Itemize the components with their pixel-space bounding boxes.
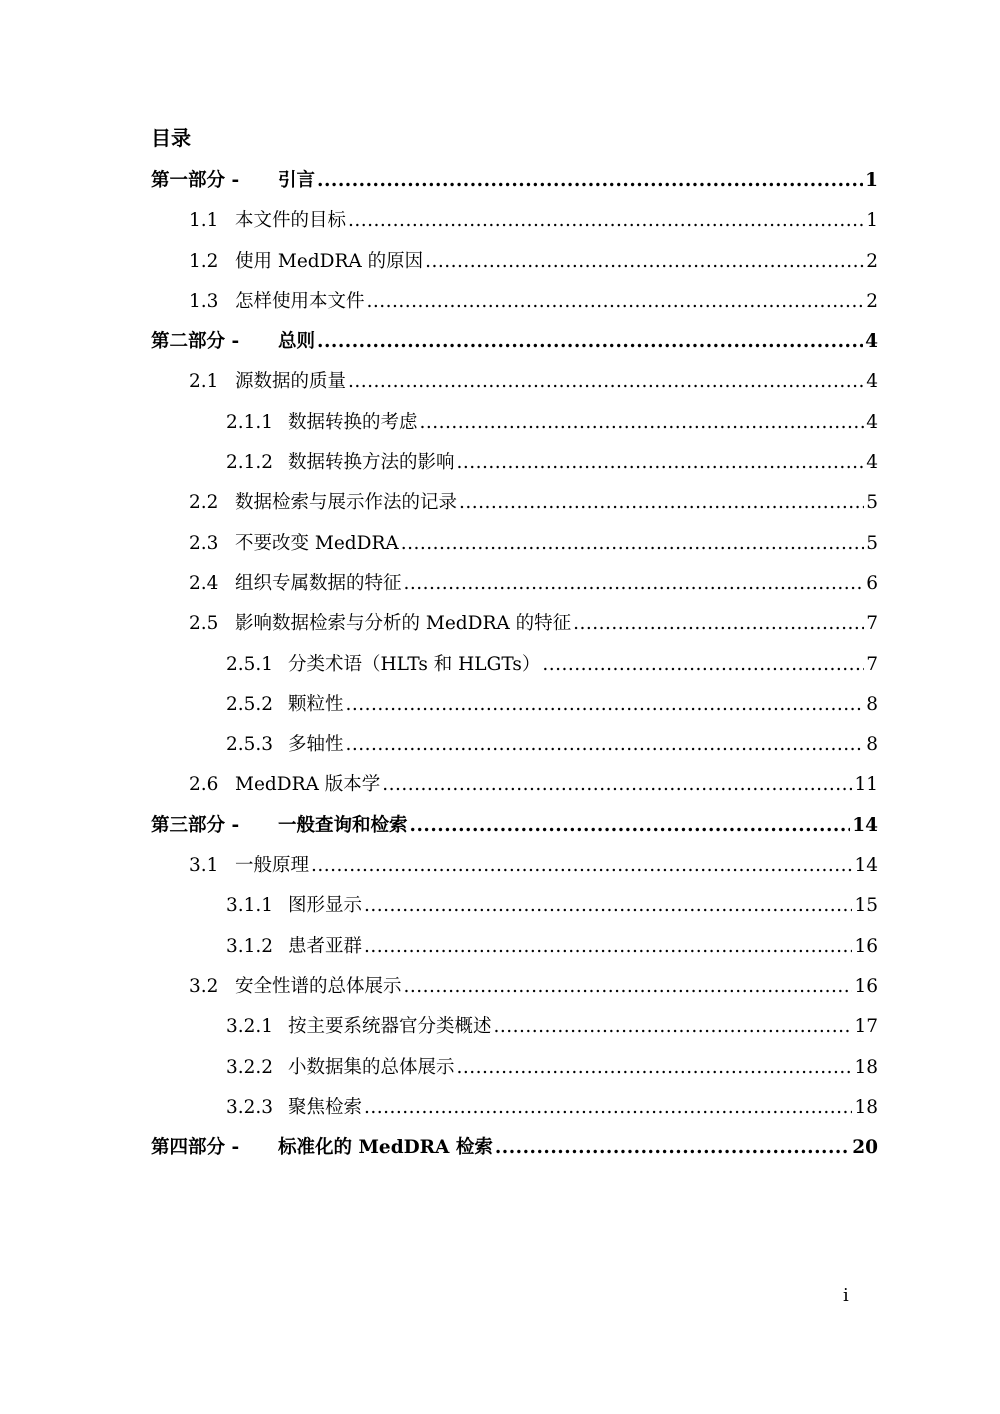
toc-entry[interactable] [151, 645, 878, 685]
toc-entry-title: 小数据集的总体展示 [288, 1056, 455, 1078]
toc-entry[interactable] [151, 685, 878, 725]
toc-dot-leader [495, 1128, 850, 1168]
toc-dot-leader [420, 403, 865, 443]
toc-entry[interactable] [151, 927, 878, 967]
toc-entry[interactable] [151, 322, 878, 362]
toc-entry-title: 图形显示 [288, 895, 363, 917]
toc-entry-page: 1 [866, 210, 878, 232]
toc-entry-page: 18 [854, 1056, 878, 1078]
toc-entry-number: 2.5.3 [226, 734, 274, 756]
toc-entry[interactable] [151, 1007, 878, 1047]
toc-entry-number: 第一部分 - [151, 170, 240, 191]
toc-entry-page: 20 [852, 1137, 878, 1159]
toc-entry-number: 第二部分 - [151, 331, 240, 353]
toc-dot-leader [367, 282, 865, 322]
toc-entry-number: 3.1.2 [226, 935, 274, 957]
toc-dot-leader [494, 1007, 853, 1047]
toc-entry-page: 4 [865, 331, 878, 353]
toc-entry-title: 影响数据检索与分析的 MedDRA 的特征 [235, 613, 572, 635]
toc-entry[interactable] [151, 564, 878, 604]
toc-entry-title: 标准化的 MedDRA 检索 [278, 1137, 493, 1159]
toc-entry-title: 一般原理 [235, 855, 310, 877]
toc-entry-number: 3.2 [189, 975, 219, 997]
toc-entry-number: 2.2 [189, 492, 219, 514]
toc-dot-leader [346, 725, 865, 765]
toc-entry[interactable] [151, 806, 878, 846]
toc-dot-leader [401, 524, 864, 564]
toc-entry-title: 数据检索与展示作法的记录 [235, 492, 458, 514]
toc-entry-number: 3.2.1 [226, 1016, 274, 1038]
toc-entry-page: 5 [866, 492, 878, 514]
toc-entry-page: 7 [866, 613, 878, 635]
toc-entry-page: 17 [854, 1016, 878, 1038]
toc-entry-number: 2.1.1 [226, 411, 274, 433]
toc-entry-page: 4 [866, 371, 878, 393]
toc-entry-number: 3.1 [189, 855, 219, 877]
toc-entry-page: 16 [854, 975, 878, 997]
toc-entry-title: 数据转换方法的影响 [288, 452, 455, 474]
toc-entry-title: 安全性谱的总体展示 [235, 975, 402, 997]
toc-entry[interactable] [151, 886, 878, 926]
toc-entry-number: 第三部分 - [151, 814, 240, 836]
toc-entry-page: 4 [866, 452, 878, 474]
toc-entry-number: 3.2.2 [226, 1056, 274, 1078]
toc-entry-page: 8 [866, 693, 878, 715]
toc-dot-leader [311, 846, 852, 886]
toc-entry[interactable] [151, 1128, 878, 1168]
toc-entry[interactable] [151, 524, 878, 564]
toc-dot-leader [317, 161, 863, 201]
toc-entry-page: 15 [854, 895, 878, 917]
toc-entry-page: 7 [866, 653, 878, 675]
toc-entry-page: 2 [866, 250, 878, 272]
toc-entry-number: 2.5.2 [226, 693, 274, 715]
toc-dot-leader [410, 806, 851, 846]
toc-entry-page: 11 [854, 774, 878, 796]
toc-entry-number: 1.3 [189, 290, 219, 312]
toc-entry-number: 2.4 [189, 572, 219, 594]
toc-entry-number: 2.5 [189, 613, 219, 635]
toc-dot-leader [457, 1048, 853, 1088]
toc-entry-page: 14 [854, 855, 878, 877]
toc-entry-page: 1 [865, 170, 878, 191]
toc-dot-leader [346, 685, 865, 725]
toc-entry[interactable] [151, 967, 878, 1007]
toc-entry-title: 总则 [278, 331, 316, 353]
toc-entry-title: 引言 [278, 170, 316, 191]
toc-entry-number: 1.2 [189, 250, 219, 272]
toc-entry[interactable] [151, 846, 878, 886]
table-of-contents [151, 161, 878, 1168]
toc-entry-number: 2.1.2 [226, 452, 274, 474]
toc-entry-number: 1.1 [189, 210, 219, 232]
toc-entry[interactable] [151, 443, 878, 483]
toc-dot-leader [348, 362, 864, 402]
toc-entry-page: 14 [852, 814, 878, 836]
toc-entry-title: 患者亚群 [288, 935, 363, 957]
toc-entry-page: 2 [866, 290, 878, 312]
toc-entry[interactable] [151, 765, 878, 805]
toc-entry[interactable] [151, 483, 878, 523]
toc-entry-title: 组织专属数据的特征 [235, 572, 402, 594]
toc-entry-number: 第四部分 - [151, 1137, 240, 1159]
toc-entry-title: 数据转换的考虑 [288, 411, 418, 433]
toc-entry-page: 8 [866, 734, 878, 756]
toc-entry-title: 多轴性 [288, 734, 344, 756]
toc-entry[interactable] [151, 1048, 878, 1088]
toc-entry-title: MedDRA 版本学 [235, 774, 381, 796]
toc-dot-leader [364, 886, 852, 926]
toc-dot-leader [542, 645, 864, 685]
toc-dot-leader [404, 967, 853, 1007]
toc-entry-title: 源数据的质量 [235, 371, 347, 393]
toc-entry-page: 16 [854, 935, 878, 957]
toc-entry-page: 4 [866, 411, 878, 433]
toc-dot-leader [573, 604, 864, 644]
toc-entry[interactable] [151, 362, 878, 402]
toc-entry-number: 3.2.3 [226, 1096, 274, 1118]
toc-entry-number: 3.1.1 [226, 895, 274, 917]
toc-entry-number: 2.6 [189, 774, 219, 796]
toc-entry-page: 18 [854, 1096, 878, 1118]
toc-entry[interactable] [151, 201, 878, 241]
toc-entry-title: 怎样使用本文件 [235, 290, 365, 312]
page-number: i [843, 1285, 849, 1306]
toc-dot-leader [425, 242, 864, 282]
toc-entry-title: 颗粒性 [288, 693, 344, 715]
toc-dot-leader [404, 564, 865, 604]
toc-entry[interactable] [151, 725, 878, 765]
toc-entry-title: 本文件的目标 [235, 210, 347, 232]
toc-entry-title: 一般查询和检索 [278, 814, 408, 836]
toc-entry-page: 6 [866, 572, 878, 594]
toc-dot-leader [364, 1088, 852, 1128]
toc-entry-title: 按主要系统器官分类概述 [288, 1016, 492, 1038]
toc-entry-number: 2.1 [189, 371, 219, 393]
toc-dot-leader [348, 201, 864, 241]
toc-dot-leader [382, 765, 852, 805]
toc-entry-title: 分类术语（HLTs 和 HLGTs） [288, 653, 541, 675]
toc-entry-title: 不要改变 MedDRA [235, 532, 399, 554]
toc-entry[interactable] [151, 604, 878, 644]
toc-entry[interactable] [151, 1088, 878, 1128]
toc-entry[interactable] [151, 403, 878, 443]
toc-entry-title: 聚焦检索 [288, 1096, 363, 1118]
toc-dot-leader [317, 322, 863, 362]
toc-dot-leader [459, 483, 864, 523]
toc-entry[interactable] [151, 242, 878, 282]
toc-title: 目录 [151, 126, 191, 150]
toc-entry[interactable] [151, 161, 878, 201]
toc-entry-number: 2.5.1 [226, 653, 274, 675]
toc-entry[interactable] [151, 282, 878, 322]
toc-dot-leader [457, 443, 865, 483]
toc-entry-page: 5 [866, 532, 878, 554]
toc-dot-leader [364, 927, 852, 967]
toc-entry-number: 2.3 [189, 532, 219, 554]
toc-entry-title: 使用 MedDRA 的原因 [235, 250, 424, 272]
